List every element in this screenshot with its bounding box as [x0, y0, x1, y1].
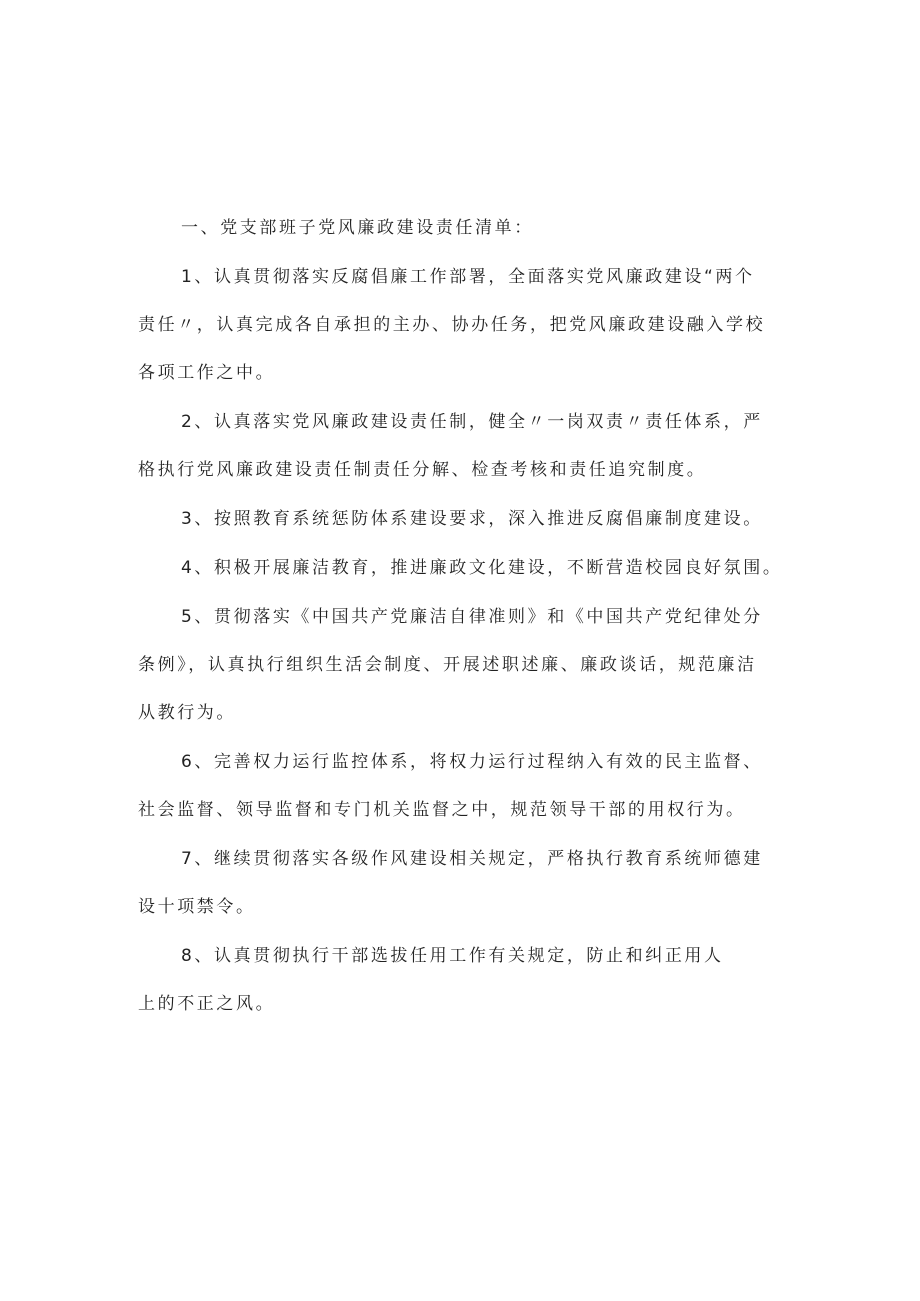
item-7-line-2: 设十项禁令。: [138, 897, 256, 917]
item-3-line-1: 3、按照教育系统惩防体系建设要求，深入推进反腐倡廉制度建设。: [181, 509, 763, 529]
item-6-line-1: 6、完善权力运行监控体系，将权力运行过程纳入有效的民主监督、: [181, 752, 763, 772]
item-2-line-1: 2、认真落实党风廉政建设责任制，健全〃一岗双责〃责任体系，严: [181, 412, 763, 432]
item-4-line-1: 4、积极开展廉洁教育，推进廉政文化建设，不断营造校园良好氛围。: [181, 558, 783, 578]
item-7-line-1: 7、继续贯彻落实各级作风建设相关规定，严格执行教育系统师德建: [181, 849, 763, 869]
item-5-line-3: 从教行为。: [138, 703, 236, 723]
item-1-line-3: 各项工作之中。: [138, 363, 276, 383]
item-1-line-2: 责任〃，认真完成各自承担的主办、协办任务，把党风廉政建设融入学校: [138, 315, 766, 335]
section-heading: 一、党支部班子党风廉政建设责任清单：: [181, 218, 534, 238]
item-2-line-2: 格执行党风廉政建设责任制责任分解、检查考核和责任追究制度。: [138, 460, 707, 480]
item-6-line-2: 社会监督、领导监督和专门机关监督之中，规范领导干部的用权行为。: [138, 800, 746, 820]
item-1-line-1: 1、认真贯彻落实反腐倡廉工作部署，全面落实党风廉政建设“两个: [181, 267, 755, 287]
item-8-line-1: 8、认真贯彻执行干部选拔任用工作有关规定，防止和纠正用人: [181, 946, 724, 966]
item-5-line-2: 条例》，认真执行组织生活会制度、开展述职述廉、廉政谈话，规范廉洁: [138, 655, 757, 675]
item-8-line-2: 上的不正之风。: [138, 994, 276, 1014]
item-5-line-1: 5、贯彻落实《中国共产党廉洁自律准则》和《中国共产党纪律处分: [181, 607, 763, 627]
